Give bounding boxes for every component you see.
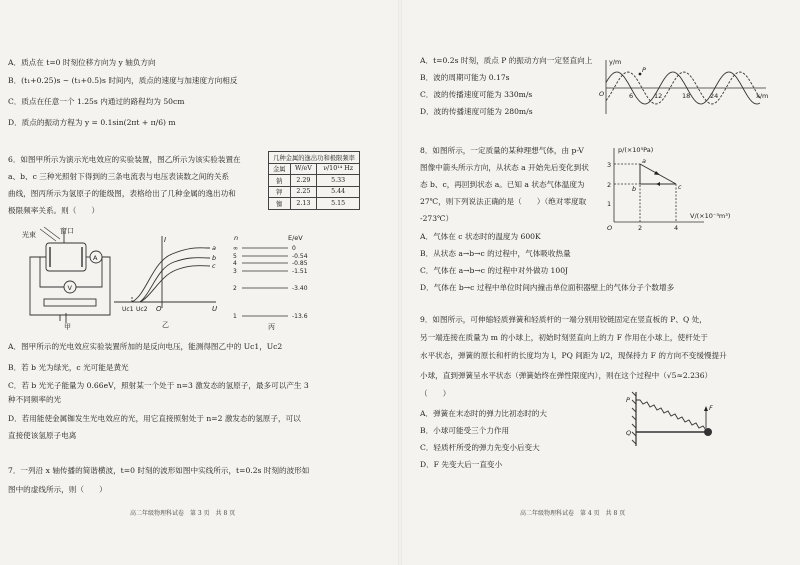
metal-table-title: 几种金属的逸出功和极限频率 (269, 152, 360, 164)
energy-level-e: -0.85 (292, 260, 308, 267)
q5-option-b: B．(t₁+0.25)s ~ (t₁+0.5)s 时间内，质点的速度与加速度方向相反 (8, 76, 238, 85)
q6-option-b: B．若 b 光为绿光，c 光可能是黄光 (8, 363, 129, 372)
q9-option-a: A．弹簧在末态时的弹力比初态时的大 (420, 409, 547, 418)
force-f-label: F (709, 404, 713, 412)
point-p-marker (639, 73, 642, 76)
curve-c-label: c (212, 262, 216, 270)
q9-line-3: 水平状态，弹簧的原长和杆的长度均为 l，PQ 间距为 l/2，现保持力 F 的方向不变缓慢提升 (420, 351, 727, 360)
pv-p-label: p/(×10⁵Pa) (618, 146, 654, 154)
right-page (400, 0, 800, 565)
q6-option-c-cont: 种不同频率的光 (8, 395, 62, 404)
axis-i: I (164, 236, 167, 244)
pv-v-label: V/(×10⁻³m³) (690, 212, 731, 220)
q6-line-1: 6．如图甲所示为演示光电效应的实验装置，图乙所示为该实验装置在 (8, 155, 241, 164)
metal-table-cell: 2.25 (290, 186, 317, 198)
wave-x-tick: 18 (682, 92, 691, 100)
light-label: 光束 (22, 231, 36, 239)
q7-option-b: B．波的周期可能为 0.17s (420, 73, 510, 82)
q8-option-a: A．气体在 c 状态时的温度为 600K (420, 232, 541, 241)
metal-table-cell: 5.15 (317, 198, 360, 210)
q5-option-c: C．质点在任意一个 1.25s 内通过的路程均为 50cm (8, 97, 185, 106)
metal-table-cell: 2.13 (290, 198, 317, 210)
force-arrow-icon (704, 406, 708, 411)
pv-graph (604, 142, 774, 234)
e-label: E/eV (288, 234, 303, 242)
metal-table-cell: 钠 (269, 175, 291, 187)
state-b-label: b (632, 185, 637, 193)
q6-option-d: D．若用能使金属铷发生光电效应的光，用它直接照射处于 n=2 激发态的氢原子，可以 (8, 414, 301, 423)
state-c-label: c (678, 183, 682, 191)
energy-level-n: 3 (233, 268, 237, 275)
q9-line-1: 9．如图所示，可伸缩轻质弹簧和轻质杆的一端分别用铰链固定在竖直板的 P、Q 处， (420, 315, 707, 324)
energy-level-e: -3.40 (292, 285, 308, 292)
wave-y-label: y/m (609, 58, 622, 66)
q6-line-2: a、b、c 三种光照射下得到的三条电流表与电压表读数之间的关系 (8, 172, 230, 181)
q7-option-a: A．t=0.2s 时刻，质点 P 的振动方向一定竖直向上 (420, 56, 593, 65)
uc1-label: Uc1 (122, 306, 134, 313)
q9-option-c: C．轻质杆所受的弹力先变小后变大 (420, 443, 540, 452)
q7-option-c: C．波的传播速度可能为 330m/s (420, 90, 533, 99)
pv-v-tick: 2 (638, 224, 643, 232)
curve-b-label: b (212, 254, 217, 262)
q8-option-d: D．气体在 b→c 过程中单位时间内撞击单位面积器壁上的气体分子个数增多 (420, 283, 675, 292)
arrow-c-to-b-icon (656, 182, 660, 186)
q7-option-d: D．波的传播速度可能为 280m/s (420, 107, 533, 116)
fig-yi-iu-curves (112, 232, 222, 332)
curve-a-label: a (212, 244, 216, 252)
q8-line-1: 8．如图所示，一定质量的某种理想气体，由 p-V (420, 146, 584, 155)
q9-line-4: 小球，直到弹簧呈水平状态（弹簧始终在弹性限度内），则在这个过程中（√5≈2.236） (420, 371, 713, 380)
ball-icon (704, 428, 712, 436)
q8-line-5: -273℃） (420, 214, 454, 223)
fig-jia-apparatus (20, 225, 120, 330)
fig-bing-energy-levels (228, 232, 318, 332)
pivot-p-label: P (626, 396, 630, 404)
origin-o: O (156, 305, 162, 313)
q8-option-b: B．从状态 a→b→c 的过程中，气体吸收热量 (420, 249, 571, 258)
metal-table-header: W/eV (290, 163, 317, 175)
voltmeter-label: V (67, 284, 72, 292)
energy-level-e: -13.6 (292, 313, 308, 320)
energy-level-e: 0 (292, 245, 296, 252)
metal-workfunction-table (268, 151, 360, 210)
q5-option-d: D．质点的振动方程为 y = 0.1sin(2πt + π/6) m (8, 118, 176, 127)
q6-option-d-cont: 直接使该氢原子电离 (8, 431, 77, 440)
q9-line-5: （ ） (420, 389, 451, 398)
q6-option-a: A．图甲所示的光电效应实验装置所加的是反向电压，能测得图乙中的 Uc1，Uc2 (8, 342, 283, 351)
metal-table-header: 金属 (269, 163, 291, 175)
wave-x-tick: 6 (629, 92, 634, 100)
energy-level-n: ∞ (233, 245, 238, 252)
energy-level-n: 1 (233, 313, 237, 320)
ammeter-label: A (93, 254, 98, 262)
metal-table-cell: 2.29 (290, 175, 317, 187)
fig-bing-caption: 丙 (268, 323, 275, 331)
q6-option-c: C．若 b 光光子能量为 0.66eV，照射某一个处于 n=3 激发态的氢原子，最多可以产生 3 (8, 381, 309, 390)
state-a-label: a (642, 157, 646, 165)
metal-table-header: ν/10¹⁴ Hz (317, 163, 360, 175)
wave-graph (596, 58, 771, 118)
q8-line-3: 态 b、c，再回到状态 a。已知 a 状态气体温度为 (420, 180, 585, 189)
arrow-a-to-c-icon (654, 171, 660, 175)
q9-option-b: B．小球可能受三个力作用 (420, 426, 510, 435)
metal-table-cell: 铷 (269, 198, 291, 210)
fig-yi-caption: 乙 (162, 321, 169, 329)
fig-jia-caption: 甲 (64, 323, 71, 331)
pv-p-tick: 3 (607, 161, 612, 169)
energy-level-n: 4 (233, 260, 237, 267)
energy-level-e: -0.54 (292, 253, 308, 260)
wave-x-tick: 12 (654, 92, 663, 100)
q5-option-a: A．质点在 t=0 时刻位移方向为 y 轴负方向 (8, 58, 156, 67)
spring-rod-figure (622, 390, 722, 450)
wave-x-label: x/m (756, 92, 769, 100)
energy-level-n: 5 (233, 253, 237, 260)
point-p-label: P (642, 66, 646, 74)
energy-level-n: 2 (233, 285, 237, 292)
q9-line-2: 另一端连接在质量为 m 的小球上，初始时刻竖直向上的力 F 作用在小球上，使杆处于 (420, 333, 708, 342)
axis-u: U (212, 305, 218, 313)
q8-line-2: 图像中箭头所示方向，从状态 a 开始先后变化到状 (420, 163, 589, 172)
wave-x-tick: 24 (710, 92, 719, 100)
left-footer: 高二年级物理科试卷 第 3 页 共 8 页 (130, 510, 236, 517)
metal-table-cell: 钾 (269, 186, 291, 198)
q8-option-c: C．气体在 a→b→c 的过程中对外做功 100J (420, 266, 569, 275)
wave-origin: O (599, 90, 605, 98)
n-label: n (234, 234, 239, 242)
pivot-q-label: Q (626, 429, 632, 437)
q7-line-2: 图中的虚线所示，则（ ） (8, 485, 107, 494)
window-label: 窗口 (60, 227, 74, 235)
q6-line-3: 曲线，图丙所示为氢原子的能级图，表格给出了几种金属的逸出功和 (8, 189, 236, 198)
metal-table-cell: 5.44 (317, 186, 360, 198)
energy-level-e: -1.51 (292, 268, 308, 275)
uc2-label: Uc2 (136, 306, 148, 313)
pv-p-tick: 1 (607, 200, 612, 208)
pv-origin: O (607, 224, 613, 232)
metal-table-cell: 5.33 (317, 175, 360, 187)
q7-line-1: 7．一列沿 x 轴传播的简谐横波，t=0 时刻的波形如图中实线所示，t=0.2s 时刻的波形如 (8, 466, 310, 475)
q8-line-4: 27℃，则下列说法正确的是（ ）（绝对零度取 (420, 197, 587, 206)
pv-v-tick: 4 (674, 224, 679, 232)
pv-p-tick: 2 (607, 181, 612, 189)
right-footer: 高二年级物理科试卷 第 4 页 共 8 页 (520, 510, 626, 517)
q9-option-d: D．F 先变大后一直变小 (420, 460, 503, 469)
q6-line-4: 极限频率关系。则（ ） (8, 206, 100, 215)
